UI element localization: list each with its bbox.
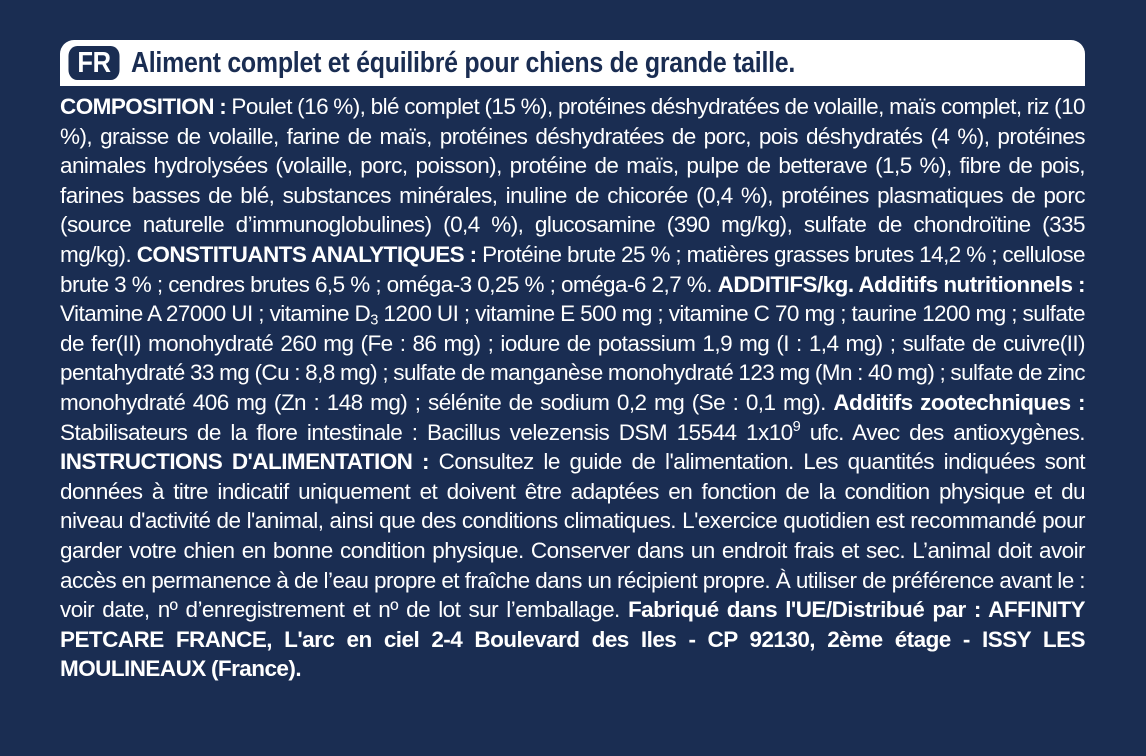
additives-text-a: Vitamine A 27000 UI ; vitamine D [60, 301, 371, 327]
zootechnical-text-a: Stabilisateurs de la flore intestinale : Bacillus velezensis DSM 15544 1x10 [60, 419, 793, 445]
zootechnical-text-b: ufc. Avec des antioxygènes. [800, 419, 1085, 445]
additives-text-b: 1200 UI ; vitamine E 500 mg ; vitamine C 70 mg ; taurine 1200 mg ; sulfate de fer(II) monohydraté 260 mg (Fe : 86 mg) ; iodure de potassium 1,9 mg (I : 1,4 mg) ; sulfate de cuivre(II) pentahydraté 33 mg (Cu : 8,8 mg) ; sulfate de manganèse monohydraté 123 mg (Mn : 40 mg) ; sulfate de zinc monohydraté 406 mg (Zn : 148 mg) ; sélénite de sodium 0,2 mg (Se : 0,1 mg). [60, 301, 1085, 415]
feeding-text: Consultez le guide de l'alimentation. Les quantités indiquées sont données à titre indicatif uniquement et doivent être adaptées en fonction de la condition physique et du niveau d'activité de l'animal, ainsi que des conditions climatiques. L'exercice quotidien est recommandé pour garder votre chien en bonne condition physique. Conserver dans un endroit frais et sec. L’animal doit avoir accès en permanence à de l’eau propre et fraîche dans un récipient propre. À utiliser de préférence avant le : voir date, nº d’enregistrement et nº de lot sur l’emballage. [60, 449, 1085, 623]
language-badge: FR [68, 46, 119, 80]
vitamin-d-subscript: 3 [370, 312, 378, 329]
product-title: Aliment complet et équilibré pour chiens de grande taille. [131, 46, 796, 79]
analytical-text: Protéine brute 25 % ; matières grasses brutes 14,2 % ; cellulose brute 3 % ; cendres brutes 6,5 % ; oméga-3 0,25 % ; oméga-6 2,7 %. [60, 241, 1086, 297]
label-paragraph [60, 92, 1085, 684]
label-text-flow [60, 92, 1085, 684]
exponent-superscript: 9 [792, 418, 801, 435]
feeding-heading: INSTRUCTIONS D'ALIMENTATION : [60, 449, 429, 475]
header-bar [60, 40, 1085, 86]
composition-heading: COMPOSITION : [60, 94, 227, 119]
additives-heading: ADDITIFS/kg. Additifs nutritionnels : [717, 271, 1085, 297]
manufacturer-text: Fabriqué dans l'UE/Distribué par : AFFINITY PETCARE FRANCE, L'arc en ciel 2-4 Boulevard des Iles - CP 92130, 2ème étage - ISSY LES MOULINEAUX (France). [60, 597, 1085, 682]
composition-text: Poulet (16 %), blé complet (15 %), protéines déshydratées de volaille, maïs complet, riz (10 %), graisse de volaille, farine de maïs, protéines déshydratées de porc, pois déshydratés (4 %), protéines animales hydrolysées (volaille, porc, poisson), protéine de maïs, pulpe de betterave (1,5 %), fibre de pois, farines basses de blé, substances minérales, inuline de chicorée (0,4 %), protéines plasmatiques de porc (source naturelle d’immunoglobulines) (0,4 %), glucosamine (390 mg/kg), sulfate de chondroïtine (335 mg/kg). [60, 94, 1085, 267]
analytical-heading: CONSTITUANTS ANALYTIQUES : [136, 241, 477, 267]
zootechnical-heading: Additifs zootechniques : [833, 389, 1085, 415]
label-body [60, 92, 1085, 684]
